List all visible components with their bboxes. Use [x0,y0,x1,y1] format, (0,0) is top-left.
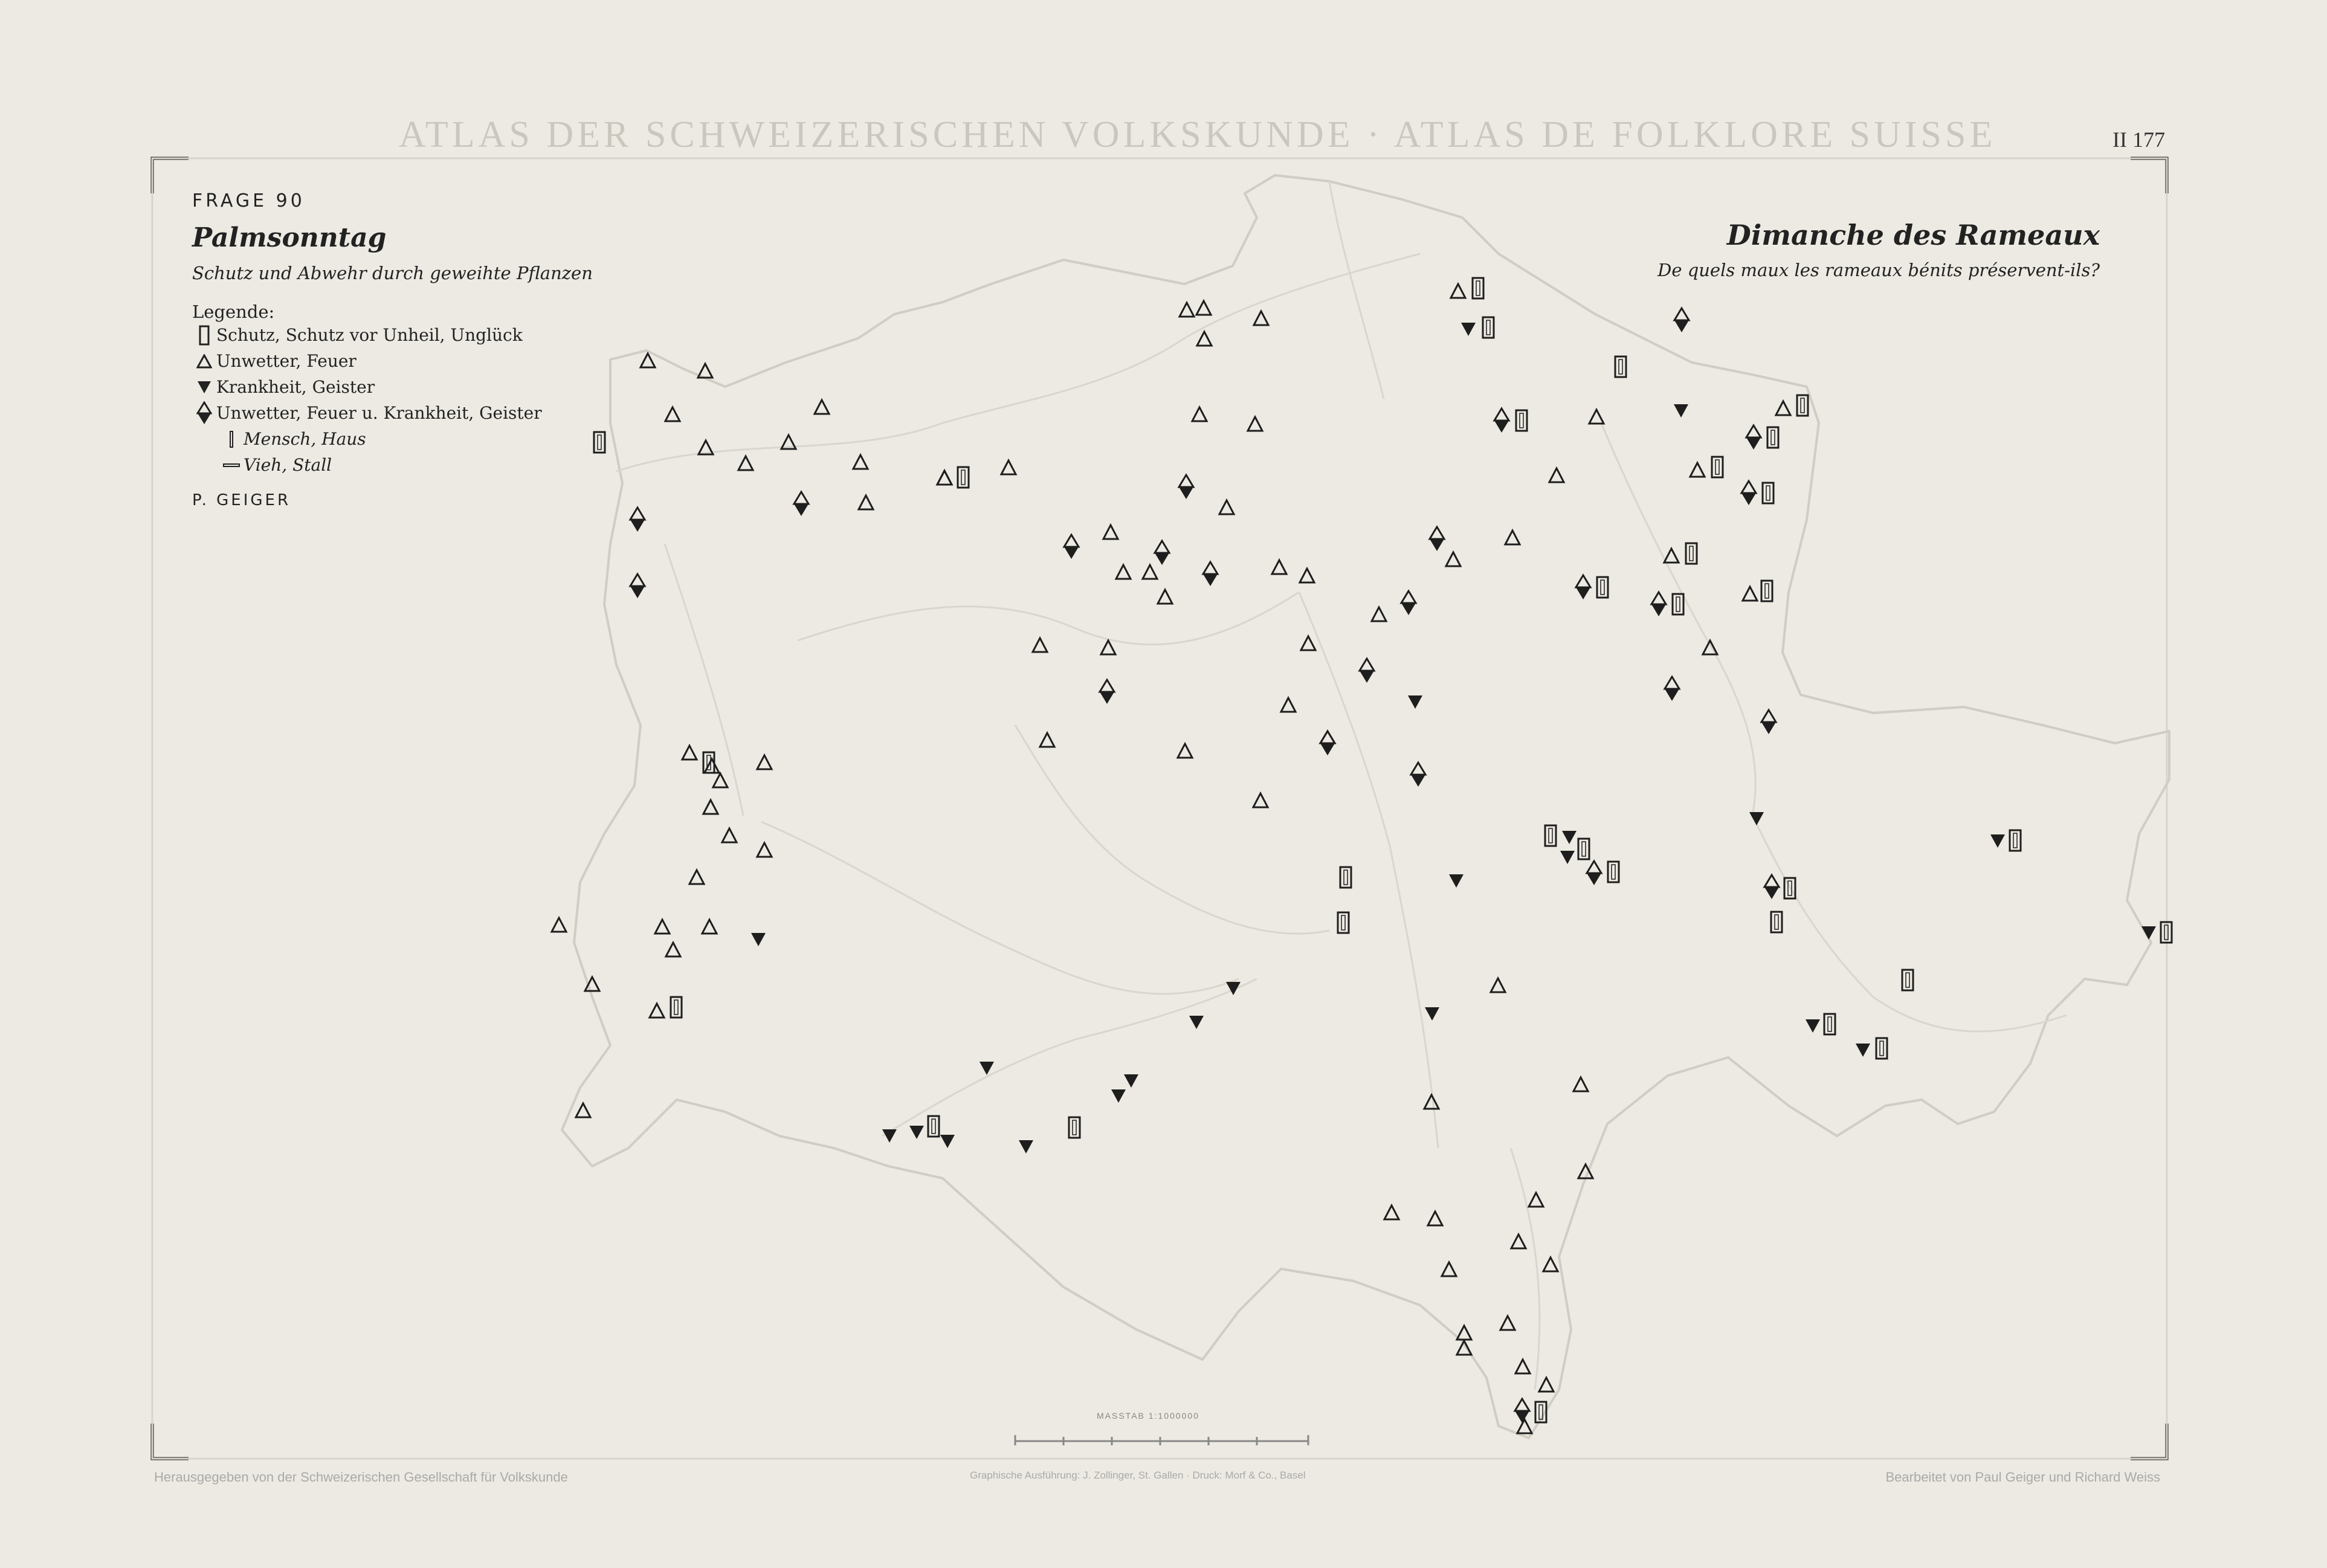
protection-symbol [1686,543,1697,564]
legend-item-unwetter [192,348,593,374]
storm-fire-symbol [853,455,868,469]
subtitle-french: De quels maux les rameaux bénits préservent-ils? [1657,260,2100,280]
protection-symbol [1545,825,1556,846]
footer-printer: Graphische Ausführung: J. Zollinger, St. Gallen · Druck: Morf & Co., Basel [970,1470,1306,1481]
storm-fire-symbol [738,456,753,470]
storm-fire-symbol [1543,1257,1558,1271]
illness-spirits-symbol [980,1062,994,1075]
combined-symbol [1761,710,1776,734]
illness-spirits-symbol [751,933,766,946]
combined-symbol [630,574,645,598]
combined-symbol [794,492,808,516]
legend-heading: Legende: [192,302,275,322]
combined-symbol [1515,1399,1529,1423]
storm-fire-symbol [1281,698,1296,712]
legend-item-krankheit [192,374,593,400]
storm-fire-symbol [552,918,566,932]
protection-symbol [1902,970,1913,990]
storm-fire-symbol [1158,590,1172,604]
storm-fire-symbol [1500,1316,1515,1330]
question-number: FRAGE 90 [192,190,305,211]
illness-spirits-symbol [1449,874,1464,888]
protection-symbol [703,752,714,773]
storm-fire-symbol [1517,1419,1532,1433]
protection-symbol [594,432,605,453]
storm-fire-symbol [1664,549,1679,563]
storm-fire-symbol [1529,1193,1543,1207]
illness-spirits-symbol [1425,1007,1439,1021]
illness-spirits-symbol [1189,1016,1204,1029]
storm-fire-symbol [1301,636,1315,650]
storm-fire-symbol [1196,301,1211,315]
storm-fire-symbol [650,1004,664,1018]
combined-symbol [1494,408,1509,433]
protection-symbol [1069,1117,1080,1138]
storm-fire-symbol [713,773,728,787]
combined-symbol [1411,763,1425,787]
storm-fire-symbol [859,495,873,509]
map-symbols [552,278,2172,1433]
illness-spirits-symbol [1990,834,2005,848]
storm-fire-symbol [1253,793,1268,807]
combined-symbol [1587,861,1601,885]
subtitle-german: Schutz und Abwehr durch geweihte Pflanzen [192,263,593,283]
storm-fire-symbol [757,755,772,769]
legend-label: Krankheit, Geister [216,377,375,397]
scale-bar [1015,1435,1308,1445]
storm-fire-symbol [1143,565,1157,579]
atlas-title: ATLAS DER SCHWEIZERISCHEN VOLKSKUNDE · ATLAS DE FOLKLORE SUISSE [399,114,1996,155]
protection-symbol [1338,912,1349,933]
protection-symbol [1797,395,1808,416]
combined-symbol [1401,591,1416,615]
legend-label: Vieh, Stall [244,455,332,475]
storm-fire-symbol [1219,500,1234,514]
storm-fire-symbol [1248,417,1262,431]
storm-fire-symbol [655,920,670,934]
storm-fire-symbol [1103,525,1118,539]
storm-fire-symbol [937,471,952,485]
protection-symbol [1876,1038,1887,1059]
combined-symbol [1100,680,1114,704]
storm-fire-symbol [1549,468,1564,482]
protection-symbol [1763,483,1773,503]
plate-number: II 177 [2112,127,2165,152]
combined-symbol [630,508,645,532]
illness-spirits-symbol [1749,812,1764,825]
storm-fire-symbol [815,400,829,414]
illness-spirits-symbol [1111,1089,1126,1103]
legend-item-kombiniert [192,400,593,426]
protection-symbol [671,997,682,1018]
storm-fire-symbol [1589,410,1604,424]
footer-editors: Bearbeitet von Paul Geiger und Richard Weiss [1885,1470,2160,1485]
storm-fire-symbol [1539,1378,1554,1392]
illness-spirits-symbol [882,1129,897,1143]
storm-fire-symbol [1116,565,1131,579]
illness-spirits-symbol [1019,1140,1033,1153]
storm-fire-symbol [1272,560,1286,574]
legend-label: Unwetter, Feuer u. Krankheit, Geister [216,403,542,423]
protection-symbol [1473,278,1483,298]
diamond-icon [192,401,216,425]
storm-fire-symbol [689,870,704,884]
storm-fire-symbol [1033,638,1047,652]
combined-symbol [1203,562,1218,586]
storm-fire-symbol [665,407,680,421]
illness-spirits-symbol [940,1135,955,1148]
combined-symbol [1651,592,1666,616]
storm-fire-symbol [1515,1360,1530,1373]
legend-label: Unwetter, Feuer [216,351,357,371]
storm-fire-symbol [1690,463,1705,477]
storm-fire-symbol [1451,284,1465,298]
legend-item-mensch [192,426,593,452]
protection-symbol [1615,357,1626,377]
storm-fire-symbol [1424,1095,1439,1109]
storm-fire-symbol [1743,587,1757,601]
combined-symbol [1430,527,1444,551]
protection-symbol [1483,317,1494,338]
storm-fire-symbol [1178,744,1192,758]
protection-symbol [1516,410,1527,431]
rectangle-icon [192,325,216,346]
protection-symbol [1340,867,1351,888]
combined-symbol [1360,659,1374,683]
protection-symbol [958,467,969,488]
combined-symbol [1179,475,1193,499]
storm-fire-symbol [1180,303,1194,317]
scale-label: MASSTAB 1:1000000 [1097,1411,1199,1421]
combined-symbol [1764,875,1779,899]
illness-spirits-symbol [1856,1044,1870,1057]
illness-spirits-symbol [2141,926,2156,940]
storm-fire-symbol [1511,1234,1526,1248]
storm-fire-symbol [1101,640,1115,654]
illness-spirits-symbol [1408,695,1422,709]
storm-fire-symbol [666,943,680,957]
storm-fire-symbol [682,746,697,760]
storm-fire-symbol [1428,1211,1442,1225]
storm-fire-symbol [1442,1262,1456,1276]
combined-symbol [1665,677,1679,701]
legend-item-vieh [192,452,593,478]
protection-symbol [1712,457,1723,477]
storm-fire-symbol [937,471,952,485]
storm-fire-symbol [1776,401,1790,415]
storm-fire-symbol [703,800,718,814]
protection-symbol [1673,594,1683,615]
storm-fire-symbol [1040,733,1054,747]
storm-fire-symbol [1192,407,1207,421]
switzerland-outline [562,175,2169,1438]
protection-symbol [928,1116,939,1137]
storm-fire-symbol [1372,607,1386,621]
storm-fire-symbol [1001,460,1016,474]
legend [192,190,593,509]
protection-symbol [1578,839,1589,859]
protection-symbol [1608,862,1619,882]
illness-spirits-symbol [1806,1019,1820,1033]
illness-spirits-symbol [1562,831,1577,844]
title-french: Dimanche des Rameaux [1726,219,2100,251]
protection-symbol [1597,577,1608,598]
storm-fire-symbol [702,920,717,934]
horizontal-bar-icon [219,462,244,468]
combined-symbol [1576,575,1590,599]
storm-fire-symbol [1505,531,1520,544]
storm-fire-symbol [576,1103,590,1117]
footer-publisher: Herausgegeben von der Schweizerischen Gesellschaft für Volkskunde [154,1470,568,1485]
storm-fire-symbol [1384,1205,1399,1219]
illness-spirits-symbol [1674,404,1688,418]
combined-symbol [1746,425,1761,450]
triangle-down-icon [192,380,216,395]
storm-fire-symbol [641,353,655,367]
vertical-bar-icon [219,430,244,448]
french-title-block [1657,219,2100,280]
storm-fire-symbol [757,843,772,857]
protection-symbol [1767,427,1778,448]
illness-spirits-symbol [1461,323,1476,336]
protection-symbol [2010,830,2021,851]
legend-label: Schutz, Schutz vor Unheil, Unglück [216,325,523,345]
illness-spirits-symbol [909,1126,924,1139]
storm-fire-symbol [1491,978,1505,992]
illness-spirits-symbol [1124,1074,1138,1088]
storm-fire-symbol [1254,311,1268,325]
illness-spirits-symbol [1560,851,1575,864]
rivers [616,181,2067,1390]
storm-fire-symbol [1300,569,1314,582]
author-credit: P. GEIGER [192,491,291,509]
title-german: Palmsonntag [192,222,387,253]
combined-symbol [1320,731,1335,755]
storm-fire-symbol [722,828,737,842]
protection-symbol [1771,912,1782,932]
storm-fire-symbol [1197,332,1212,346]
combined-symbol [1064,535,1079,559]
triangle-up-icon [192,354,216,369]
combined-symbol [1674,308,1689,332]
protection-symbol [1824,1014,1835,1034]
legend-label: Mensch, Haus [244,429,366,449]
combined-symbol [1741,481,1756,505]
combined-symbol [1155,541,1169,565]
protection-symbol [1761,581,1772,601]
storm-fire-symbol [1573,1077,1588,1091]
legend-item-schutz [192,322,593,348]
storm-fire-symbol [1446,552,1460,566]
